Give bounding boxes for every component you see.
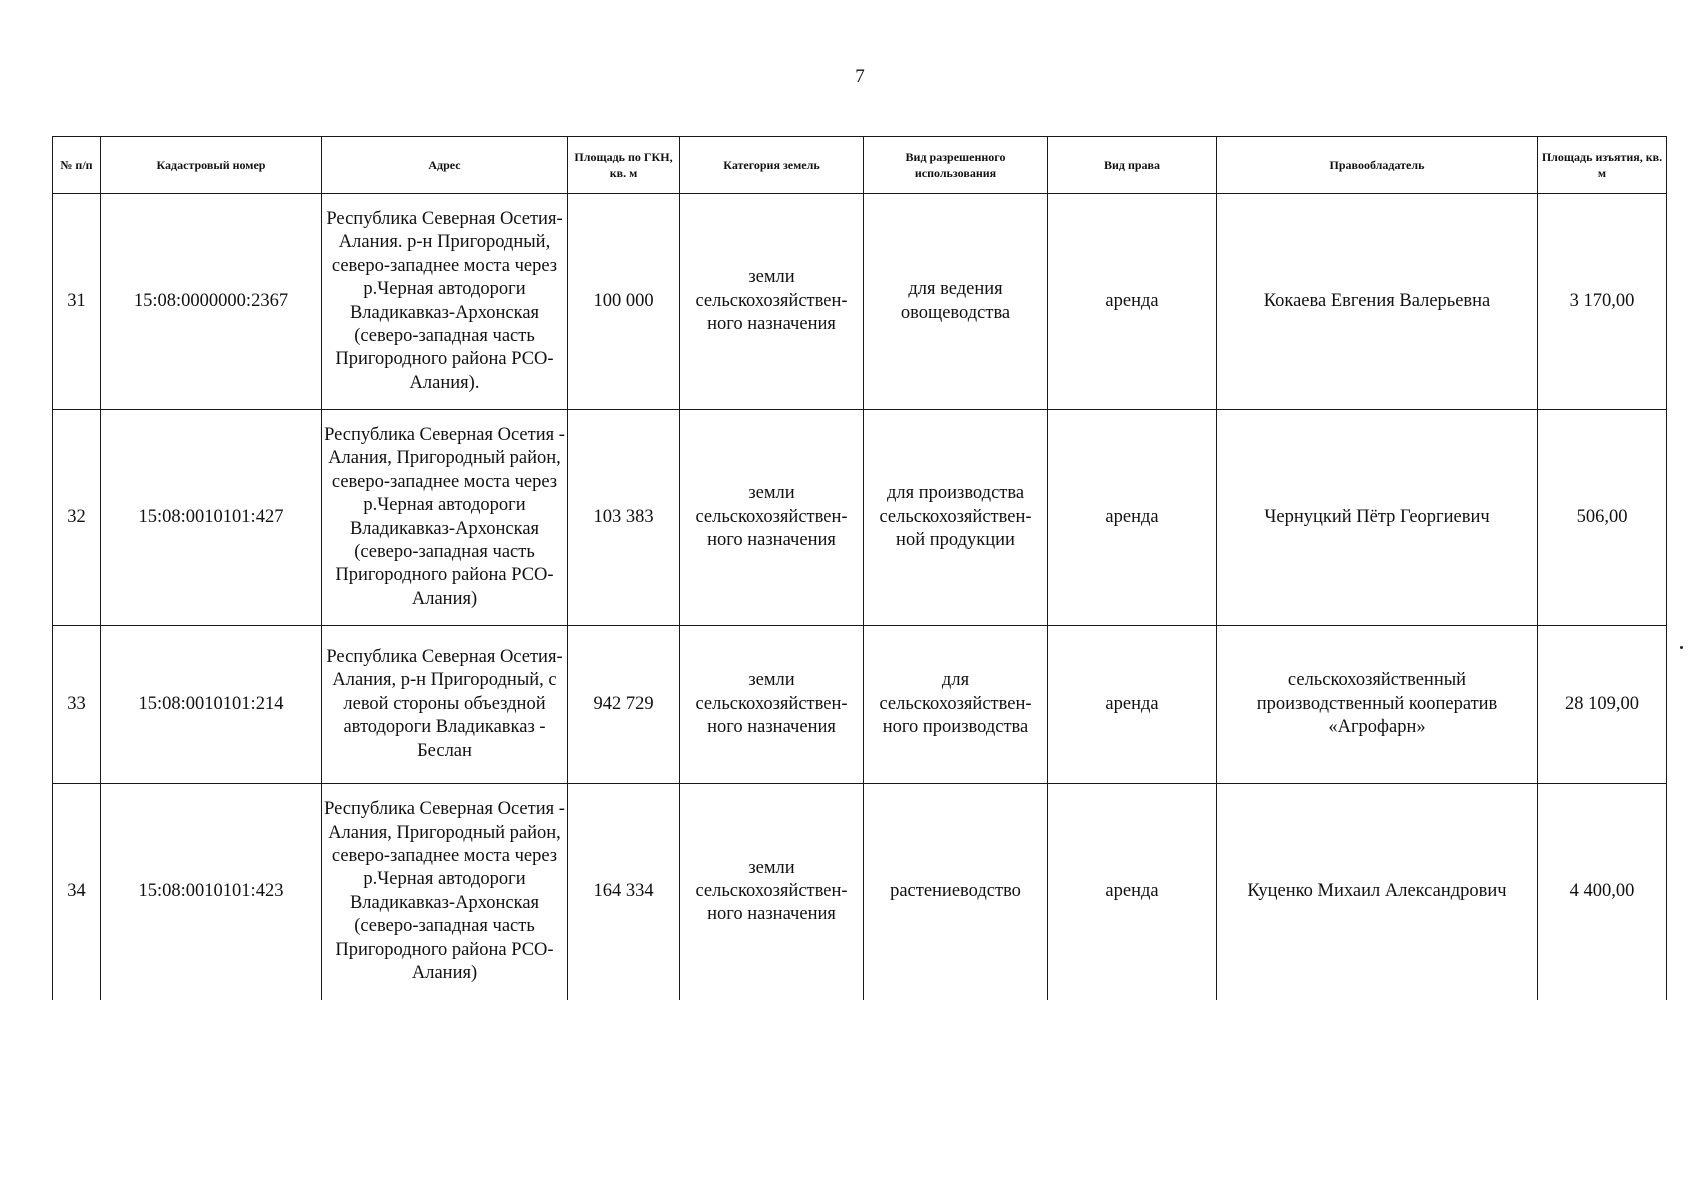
cell-right-holder: Чернуцкий Пётр Георгиевич	[1217, 410, 1538, 626]
header-address: Адрес	[322, 137, 568, 194]
header-permitted-use: Вид разрешенного использования	[864, 137, 1048, 194]
header-right-holder: Правообладатель	[1217, 137, 1538, 194]
header-area-gkn: Площадь по ГКН, кв. м	[568, 137, 680, 194]
cell-right-holder: сельскохозяйственный производственный кооператив «Агрофарн»	[1217, 626, 1538, 784]
page-number: 7	[855, 66, 865, 87]
header-land-category: Категория земель	[680, 137, 864, 194]
header-seized-area: Площадь изъятия, кв. м	[1538, 137, 1667, 194]
table-row	[53, 194, 1667, 410]
stray-mark	[1680, 646, 1683, 649]
cell-right-type: аренда	[1048, 194, 1217, 410]
cell-land-category: земли сельскохозяйствен-ного назначения	[680, 626, 864, 784]
cell-land-category: земли сельскохозяйствен-ного назначения	[680, 410, 864, 626]
cell-num: 33	[53, 626, 101, 784]
table-row	[53, 410, 1667, 626]
table-row	[53, 784, 1667, 1000]
cell-right-type: аренда	[1048, 626, 1217, 784]
table-header	[53, 137, 1667, 194]
cell-permitted-use: растениеводство	[864, 784, 1048, 1000]
cell-num: 32	[53, 410, 101, 626]
cell-area-gkn: 942 729	[568, 626, 680, 784]
cell-address: Республика Северная Осетия-Алания. р-н Пригородный, северо-западнее моста через р.Черная автодороги Владикавказ-Архонская (северо-западная часть Пригородного района РСО-Алания).	[322, 194, 568, 410]
cell-area-gkn: 164 334	[568, 784, 680, 1000]
cell-cadastral-number: 15:08:0010101:214	[101, 626, 322, 784]
table-body	[53, 194, 1667, 1000]
table-row	[53, 626, 1667, 784]
cell-address: Республика Северная Осетия - Алания, Пригородный район, северо-западнее моста через р.Черная автодороги Владикавказ-Архонская (северо-западная часть Пригородного района РСО-Алания)	[322, 784, 568, 1000]
cell-permitted-use: для сельскохозяйствен-ного производства	[864, 626, 1048, 784]
cell-area-gkn: 100 000	[568, 194, 680, 410]
cell-right-type: аренда	[1048, 784, 1217, 1000]
land-plots-table	[52, 136, 1667, 1000]
cell-land-category: земли сельскохозяйствен-ного назначения	[680, 194, 864, 410]
cell-permitted-use: для ведения овощеводства	[864, 194, 1048, 410]
cell-right-holder: Кокаева Евгения Валерьевна	[1217, 194, 1538, 410]
cell-right-holder: Куценко Михаил Александрович	[1217, 784, 1538, 1000]
cell-cadastral-number: 15:08:0010101:423	[101, 784, 322, 1000]
header-cadastral-number: Кадастровый номер	[101, 137, 322, 194]
cell-permitted-use: для производства сельскохозяйствен-ной продукции	[864, 410, 1048, 626]
cell-seized-area: 28 109,00	[1538, 626, 1667, 784]
header-row	[53, 137, 1667, 194]
cell-cadastral-number: 15:08:0000000:2367	[101, 194, 322, 410]
cell-num: 34	[53, 784, 101, 1000]
cell-area-gkn: 103 383	[568, 410, 680, 626]
cell-seized-area: 506,00	[1538, 410, 1667, 626]
cell-right-type: аренда	[1048, 410, 1217, 626]
cell-address: Республика Северная Осетия - Алания, Пригородный район, северо-западнее моста через р.Черная автодороги Владикавказ-Архонская (северо-западная часть Пригородного района РСО-Алания)	[322, 410, 568, 626]
header-right-type: Вид права	[1048, 137, 1217, 194]
cell-seized-area: 4 400,00	[1538, 784, 1667, 1000]
header-num: № п/п	[53, 137, 101, 194]
cell-num: 31	[53, 194, 101, 410]
cell-address: Республика Северная Осетия-Алания, р-н Пригородный, с левой стороны объездной автодороги Владикавказ - Беслан	[322, 626, 568, 784]
cell-cadastral-number: 15:08:0010101:427	[101, 410, 322, 626]
cell-seized-area: 3 170,00	[1538, 194, 1667, 410]
cell-land-category: земли сельскохозяйствен-ного назначения	[680, 784, 864, 1000]
